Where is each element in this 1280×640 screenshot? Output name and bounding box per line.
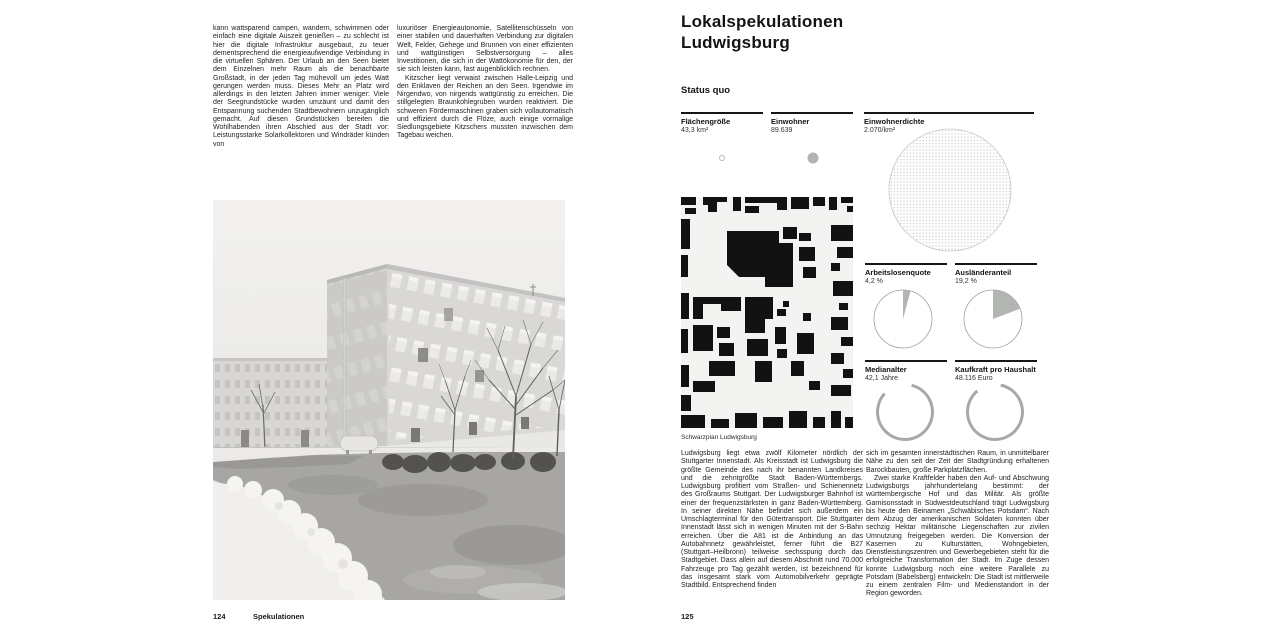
- stat-label: Einwohner: [771, 117, 810, 126]
- unemployment-pie-chart: [865, 288, 947, 350]
- photo-illustration: [213, 200, 565, 600]
- schwarzplan-map: [681, 197, 853, 428]
- stat-einwohner: [771, 112, 853, 135]
- page-title: [681, 11, 843, 53]
- left-page-column-1: [213, 25, 389, 149]
- stat-kaufkraft: [955, 360, 1037, 383]
- population-circle-chart: [771, 140, 853, 176]
- map-caption: Schwarzplan Ludwigsburg: [681, 434, 757, 441]
- stat-rule: [955, 263, 1037, 265]
- page-number-left: 124: [213, 612, 226, 621]
- stat-rule: [681, 112, 763, 114]
- stat-rule: [865, 360, 947, 362]
- stat-auslaenderanteil: [955, 263, 1037, 286]
- stat-medianalter: [865, 360, 947, 383]
- page-title-line1: Lokalspekulationen: [681, 12, 844, 31]
- right-page-column-1: [681, 450, 863, 590]
- stat-label: Flächengröße: [681, 117, 731, 126]
- stat-rule: [865, 263, 947, 265]
- stat-value: 19,2 %: [955, 278, 977, 285]
- stat-rule: [955, 360, 1037, 362]
- stat-value: 43,3 km²: [681, 127, 709, 134]
- area-circle-chart: [681, 140, 763, 176]
- right-page-column-2: [866, 450, 1049, 599]
- stat-rule: [864, 112, 1034, 114]
- stat-rule: [771, 112, 853, 114]
- page-title-line2: Ludwigsburg: [681, 33, 790, 52]
- stat-value: 89.639: [771, 127, 793, 134]
- stat-label: Arbeitslosenquote: [865, 268, 931, 277]
- photo-plattenbau-winter: [213, 200, 565, 600]
- body-paragraph: luxuriöser Energieautonomie, Satellitenschüsseln von einer stabilen und dauerhaften Verbindung zur digitalen Welt, Felder, Gehege und Brunnen von einer effizienten und wattgünstigen Selbstversorgung – alles Investitionen, die sich in der Wattökonomie für den, der sie sich leisten kann, fast augenblicklich rechnen.: [397, 25, 573, 74]
- stat-value: 42,1 Jahre: [865, 375, 899, 382]
- stat-flaechengroesse: [681, 112, 763, 135]
- median-age-arc-chart: [865, 382, 947, 442]
- purchasing-power-arc-chart: [955, 382, 1037, 442]
- stat-label: Einwohnerdichte: [864, 117, 925, 126]
- schwarzplan-illustration: [681, 197, 853, 428]
- density-dot-circle-chart: [864, 126, 1036, 256]
- stat-label: Kaufkraft pro Haushalt: [955, 365, 1036, 374]
- body-paragraph: kann wattsparend campen, wandern, schwimmen oder einfach eine digitale Auszeit genießen – zu schlecht ist hier die digitale Infrastruktur ausgebaut, zu teuer dementsprechend die energieaufwendige Verbindung in die virtuellen Sphären. Der Urlaub an den Seen bietet dem Einzelnen mehr Raum als die benachbarte Großstadt, in der jeden Tag mühevoll um jedes Watt gerungen werden muss. Dieses Mehr an Platz wird allerdings in den letzten Jahren immer weniger: Viele der Seegrundstücke wurden umzäunt und damit den Entspannung suchenden Stadtbewohnern unzugänglich gemacht. Auf diesen Grundstücken bereiten die Wohlhabenden ihren Abschied aus der Stadt vor: Leistungsstarke Solarkollektoren und Windräder künden von: [213, 25, 389, 148]
- body-paragraph: Ludwigsburg liegt etwa zwölf Kilometer nördlich der Stuttgarter Innenstadt. Als Kreisstadt ist Ludwigsburg die größte Gemeinde des nach ihr benannten Landkreises und die zehntgrößte Stadt Baden-Württembergs. Ludwigsburg profitiert vom Straßen- und Schienennetz des Großraums Stuttgart. Der Ludwigsburger Bahnhof ist einer der frequenzstärksten in ganz Baden-Württemberg. In seiner direkten Nähe befindet sich außerdem ein Umschlagterminal für den Gütertransport. Die Stuttgarter Innenstadt lässt sich in wenigen Minuten mit der S-Bahn erreichen. Über die A81 ist die Anbindung an das Autobahnnetz gewährleistet, ferner führt die B27 (Stuttgart–Heilbronn) teilweise sechsspurig durch das Stadtgebiet. Dass allein auf diesem Abschnitt rund 70.000 Fahrzeuge pro Tag gezählt werden, ist bezeichnend für das insgesamt stark vom Automobilverkehr geprägte Stadtbild. Entsprechend finden: [681, 450, 863, 589]
- body-paragraph: Zwei starke Kraftfelder haben den Auf- und Abschwung Ludwigsburgs jahrhundertelang bestimmt: der württembergische Hof und das Militär. Als größte Garnisonsstadt in Südwestdeutschland trägt Ludwigsburg bis heute den Beinamen „Schwäbisches Potsdam“. Nach dem Abzug der amerikanischen Soldaten konnten über sechzig Hektar militärische Liegenschaften zur zivilen Umnutzung freigegeben werden. Die Konversion der Kasernen zu Kulturstätten, Wohngebieten, Dienstleistungszentren und Gewerbegebieten steht für die erfolgreiche Transformation der Stadt. Im Zuge dessen konnte Ludwigsburg noch eine weitere Parallele zu Potsdam (Babelsberg) entwickeln: Die Stadt ist mittlerweile zu einem zentralen Film- und Medienstandort in der Region geworden.: [866, 474, 1049, 598]
- left-page-column-2: [397, 25, 573, 141]
- stat-value: 2.070/km²: [864, 127, 896, 134]
- stat-value: 48.116 Euro: [955, 375, 993, 382]
- body-paragraph: sich im gesamten innerstädtischen Raum, in unmittelbarer Nähe zu den seit der Zeit der Stadtgründung erhaltenen Barockbauten, große Parkplatzflächen.: [866, 450, 1049, 474]
- stat-label: Medianalter: [865, 365, 907, 374]
- footer-section-label: Spekulationen: [253, 612, 305, 621]
- stat-arbeitslosenquote: [865, 263, 947, 286]
- section-heading: Status quo: [681, 85, 731, 96]
- foreigners-pie-chart: [955, 288, 1037, 350]
- stat-value: 4,2 %: [865, 278, 883, 285]
- body-paragraph: Kitzscher liegt verwaist zwischen Halle-Leipzig und den Enklaven der Reichen an den Seen. Irgendwie im Nirgendwo, von nirgends wattgünstig zu erreichen. Die stillgelegten Braunkohlegruben wurden reaktiviert. Die schweren Fördermaschinen graben sich vollautomatisch und effizient durch die Flöze, auch einige vormalige Siedlungsgebiete Kitzschers mussten inzwischen dem Tagebau weichen.: [397, 74, 573, 140]
- stat-label: Ausländeranteil: [955, 268, 1012, 277]
- page-number-right: 125: [681, 612, 694, 621]
